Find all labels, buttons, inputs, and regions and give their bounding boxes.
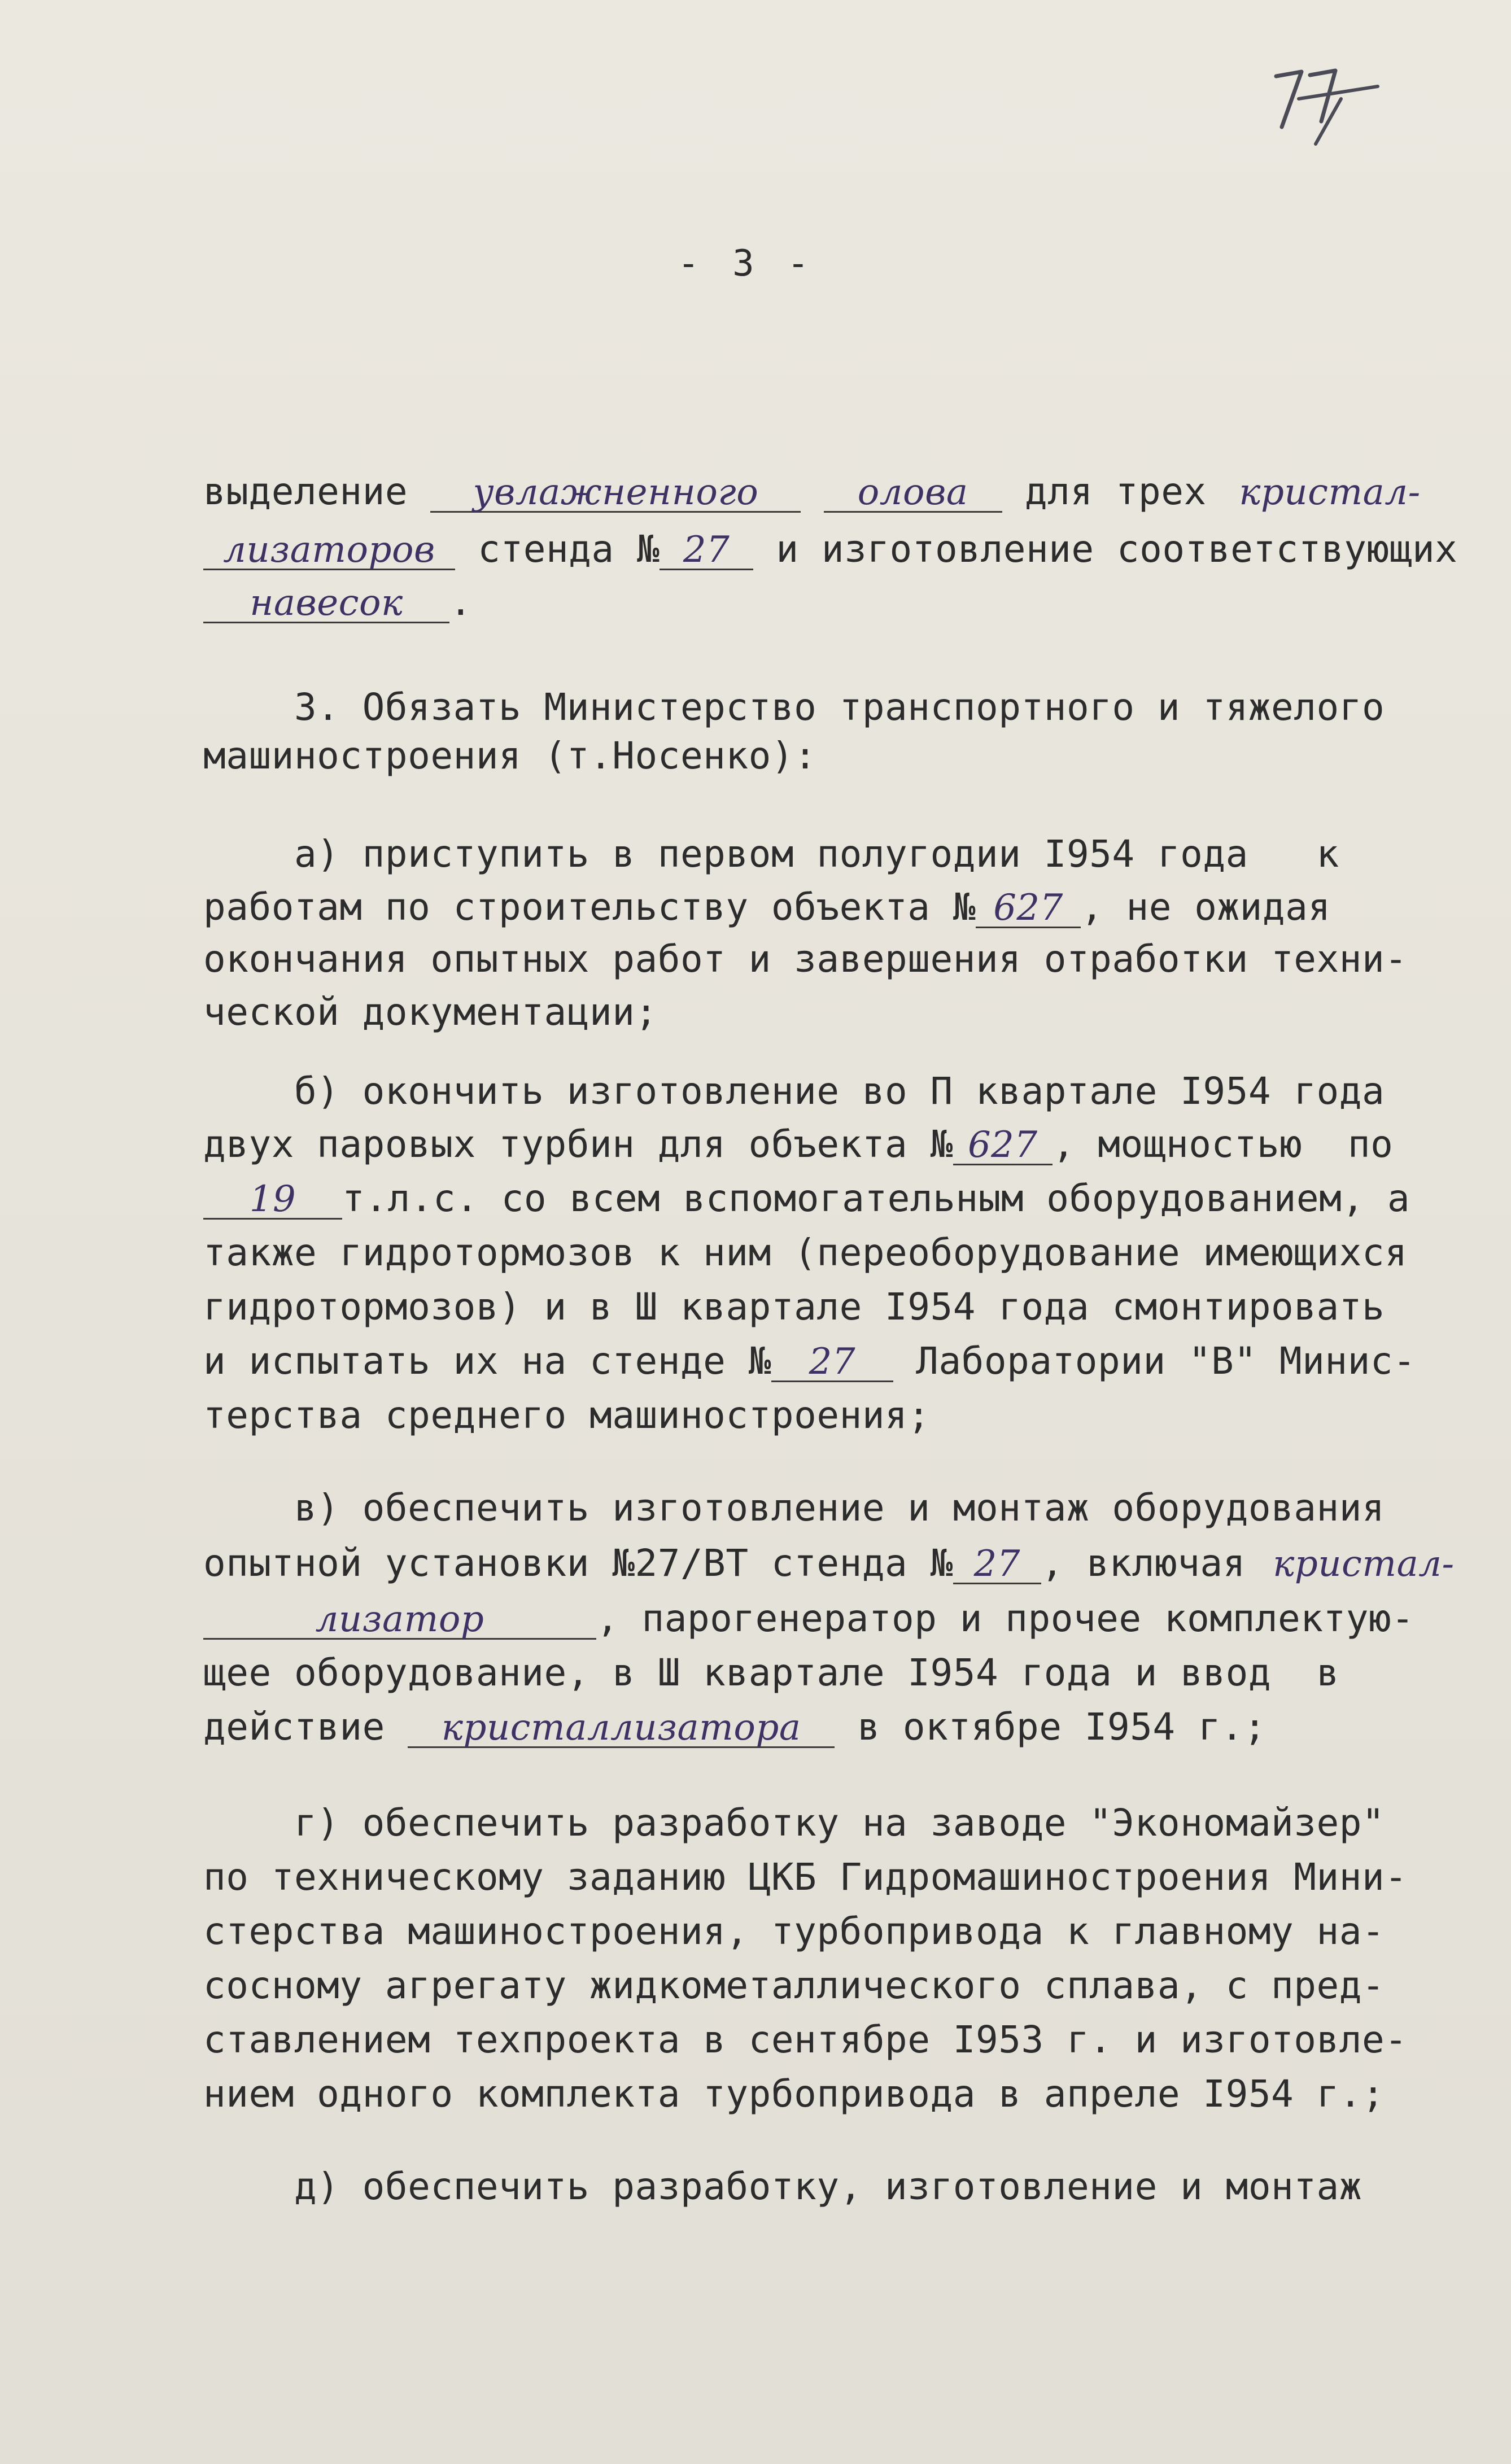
- item-b-text: т.л.с. со всем вспомогательным оборудованием, а: [342, 1177, 1410, 1220]
- item-b-line-6: [203, 1339, 1416, 1383]
- item-b-text: , мощностью по: [1052, 1122, 1394, 1166]
- item-b-line-7: терства среднего машиностроения;: [203, 1393, 931, 1437]
- intro-text: [801, 470, 823, 513]
- intro-text: .: [449, 580, 473, 624]
- page-number: - 3 -: [678, 243, 815, 285]
- item-g-line-1: г) обеспечить разработку на заводе "Экономайзер": [203, 1801, 1385, 1845]
- handwritten-fill: лизатор: [203, 1601, 596, 1640]
- handwritten-fill: навесок: [203, 584, 449, 623]
- intro-line-2: [203, 527, 1458, 571]
- item-g-line-5: ставлением техпроекта в сентябре I953 г. и изготовле-: [203, 2018, 1408, 2061]
- item-g-line-6: нием одного комплекта турбопривода в апреле I954 г.;: [203, 2072, 1385, 2116]
- item-v-line-2: [203, 1541, 1455, 1585]
- handwritten-fill: 27: [953, 1545, 1041, 1584]
- item-v-text: , парогенератор и прочее комплектую-: [596, 1597, 1414, 1640]
- item-v-text: опытной установки №27/ВТ стенда №: [203, 1541, 953, 1585]
- handwritten-fill: 27: [771, 1343, 893, 1382]
- item-b-text: двух паровых турбин для объекта №: [203, 1122, 953, 1166]
- item-b-line-1: б) окончить изготовление во П квартале I954 года: [203, 1069, 1385, 1113]
- item-b-line-4: также гидротормозов к ним (переоборудование имеющихся: [203, 1231, 1408, 1274]
- handwritten-fill: кристаллизатора: [408, 1709, 835, 1748]
- handwritten-fill: 627: [953, 1126, 1053, 1165]
- item-a-line-2: [203, 885, 1331, 929]
- item-b-text: Лаборатории "В" Минис-: [893, 1339, 1416, 1383]
- item-v-text: в октябре I954 г.;: [835, 1705, 1267, 1749]
- item-g-line-4: сосному агрегату жидкометаллического сплава, с пред-: [203, 1964, 1385, 2007]
- intro-line-1: [203, 470, 1430, 513]
- item-a-text: работам по строительству объекта №: [203, 885, 976, 929]
- intro-text: стенда №: [455, 527, 660, 571]
- item-v-line-3: [203, 1597, 1414, 1640]
- intro-text: для трех: [1002, 470, 1229, 513]
- item-g-line-3: стерства машиностроения, турбопривода к главному на-: [203, 1910, 1385, 1953]
- item-a-line-4: ческой документации;: [203, 990, 658, 1034]
- item-v-line-1: в) обеспечить изготовление и монтаж оборудования: [203, 1486, 1385, 1530]
- item-a-text: , не ожидая: [1081, 885, 1331, 929]
- handwritten-fill: кристал-: [1273, 1543, 1455, 1585]
- item-g-line-2: по техническому заданию ЦКБ Гидромашиностроения Мини-: [203, 1855, 1408, 1899]
- handwritten-fill: 19: [203, 1181, 342, 1220]
- item-3-line-1: 3. Обязать Министерство транспортного и тяжелого: [203, 685, 1385, 729]
- item-b-line-2: [203, 1122, 1394, 1166]
- item-a-line-1: а) приступить в первом полугодии I954 года к: [203, 832, 1339, 876]
- item-a-line-3: окончания опытных работ и завершения отработки техни-: [203, 937, 1408, 981]
- handwritten-fill: лизаторов: [203, 531, 455, 570]
- handwritten-fill: увлажненного: [430, 474, 801, 513]
- item-v-line-4: щее оборудование, в Ш квартале I954 года и ввод в: [203, 1651, 1339, 1694]
- intro-text: и изготовление соответствующих: [753, 527, 1458, 571]
- item-v-text: , включая: [1041, 1541, 1269, 1585]
- item-d-line-1: д) обеспечить разработку, изготовление и монтаж: [203, 2165, 1362, 2208]
- intro-line-3: [203, 580, 473, 624]
- folio-number-handwritten: [1242, 59, 1412, 155]
- handwritten-fill: 627: [976, 889, 1081, 928]
- item-3-line-2: машиностроения (т.Носенко):: [203, 734, 817, 777]
- handwritten-fill: кристал-: [1239, 471, 1421, 513]
- item-v-line-5: [203, 1705, 1267, 1749]
- handwritten-fill: олова: [824, 474, 1002, 513]
- item-b-text: и испытать их на стенде №: [203, 1339, 771, 1383]
- item-b-line-3: [203, 1177, 1410, 1220]
- intro-text: выделение: [203, 470, 431, 513]
- item-b-line-5: гидротормозов) и в Ш квартале I954 года смонтировать: [203, 1285, 1385, 1329]
- handwritten-fill: 27: [660, 531, 753, 570]
- item-v-text: действие: [203, 1705, 408, 1749]
